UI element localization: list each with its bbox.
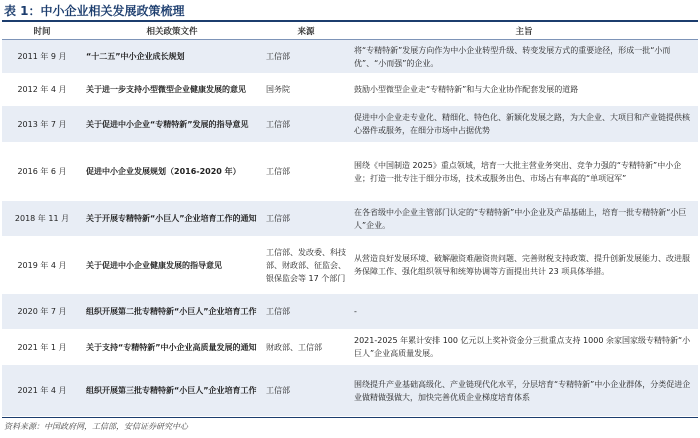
cell-source: 工信部 xyxy=(262,40,350,74)
cell-time: 2018 年 11 月 xyxy=(2,201,82,237)
cell-doc: 关于支持“专精特新”中小企业高质量发展的通知 xyxy=(82,330,262,365)
header-doc: 相关政策文件 xyxy=(82,22,262,40)
cell-gist: 2021-2025 年累计安排 100 亿元以上奖补资金分三批重点支持 1000 余家国家级专精特新“小巨人”企业高质量发展。 xyxy=(350,330,698,365)
cell-source: 工信部 xyxy=(262,106,350,143)
cell-doc: 关于促进中小企业“专精特新”发展的指导意见 xyxy=(82,106,262,143)
source-note: 资料来源：中国政府网，工信部，安信证券研究中心 xyxy=(4,422,188,431)
table-row xyxy=(2,365,698,417)
cell-gist: 围绕《中国制造 2025》重点领域，培育一大批主营业务突出、竞争力强的“专精特新”中小企业；打造一批专注于细分市场，技术或服务出色、市场占有率高的“单项冠军” xyxy=(350,143,698,201)
table-title: 表 1：中小企业相关发展政策梳理 xyxy=(4,4,185,18)
cell-time: 2012 年 4 月 xyxy=(2,74,82,106)
cell-doc: “十二五”中小企业成长规划 xyxy=(82,40,262,74)
cell-source: 国务院 xyxy=(262,74,350,106)
table-row xyxy=(2,330,698,365)
table-row xyxy=(2,201,698,237)
cell-time: 2011 年 9 月 xyxy=(2,40,82,74)
cell-source: 工信部 xyxy=(262,201,350,237)
cell-time: 2020 年 7 月 xyxy=(2,294,82,330)
policy-table xyxy=(2,22,698,417)
cell-time: 2016 年 6 月 xyxy=(2,143,82,201)
cell-doc: 关于促进中小企业健康发展的指导意见 xyxy=(82,237,262,294)
table-row xyxy=(2,74,698,106)
cell-source: 工信部 xyxy=(262,365,350,417)
cell-doc: 组织开展第二批专精特新“小巨人”企业培育工作 xyxy=(82,294,262,330)
cell-gist: 将“专精特新”发展方向作为中小企业转型升级、转变发展方式的重要途径，形成一批“小而优”、“小而强”的企业。 xyxy=(350,40,698,74)
cell-gist: - xyxy=(350,294,698,330)
cell-gist: 围绕提升产业基础高级化、产业链现代化水平，分层培育“专精特新”中小企业群体，分类促进企业做精做强做大，加快完善优质企业梯度培育体系 xyxy=(350,365,698,417)
cell-source: 工信部、发改委、科技部、财政部、征监会、银保监会等 17 个部门 xyxy=(262,237,350,294)
cell-doc: 关于开展专精特新“小巨人”企业培育工作的通知 xyxy=(82,201,262,237)
table-row xyxy=(2,237,698,294)
cell-source: 财政部、工信部 xyxy=(262,330,350,365)
table-row xyxy=(2,106,698,143)
cell-time: 2019 年 4 月 xyxy=(2,237,82,294)
header-gist: 主旨 xyxy=(350,22,698,40)
cell-source: 工信部 xyxy=(262,143,350,201)
cell-gist: 鼓励小型微型企业走“专精特新”和与大企业协作配套发展的道路 xyxy=(350,74,698,106)
table-row xyxy=(2,294,698,330)
header-time: 时间 xyxy=(2,22,82,40)
cell-time: 2021 年 1 月 xyxy=(2,330,82,365)
cell-doc: 促进中小企业发展规划（2016-2020 年） xyxy=(82,143,262,201)
cell-source: 工信部 xyxy=(262,294,350,330)
cell-time: 2021 年 4 月 xyxy=(2,365,82,417)
cell-time: 2013 年 7 月 xyxy=(2,106,82,143)
cell-gist: 从营造良好发展环境、破解融资难融资贵问题、完善财税支持政策、提升创新发展能力、改进服务保障工作、强化组织领导和统筹协调等方面提出共计 23 项具体举措。 xyxy=(350,237,698,294)
cell-doc: 组织开展第三批专精特新“小巨人”企业培育工作 xyxy=(82,365,262,417)
header-row xyxy=(2,22,698,40)
cell-gist: 促进中小企业走专业化、精细化、特色化、新颖化发展之路，为大企业、大项目和产业链提供核心器件或服务，在细分市场中占据优势 xyxy=(350,106,698,143)
table-row xyxy=(2,143,698,201)
header-source: 来源 xyxy=(262,22,350,40)
cell-gist: 在各省级中小企业主管部门认定的“专精特新”中小企业及产品基础上，培育一批专精特新“小巨人”企业。 xyxy=(350,201,698,237)
cell-doc: 关于进一步支持小型微型企业健康发展的意见 xyxy=(82,74,262,106)
bottom-rule xyxy=(2,417,698,418)
table-row xyxy=(2,40,698,74)
